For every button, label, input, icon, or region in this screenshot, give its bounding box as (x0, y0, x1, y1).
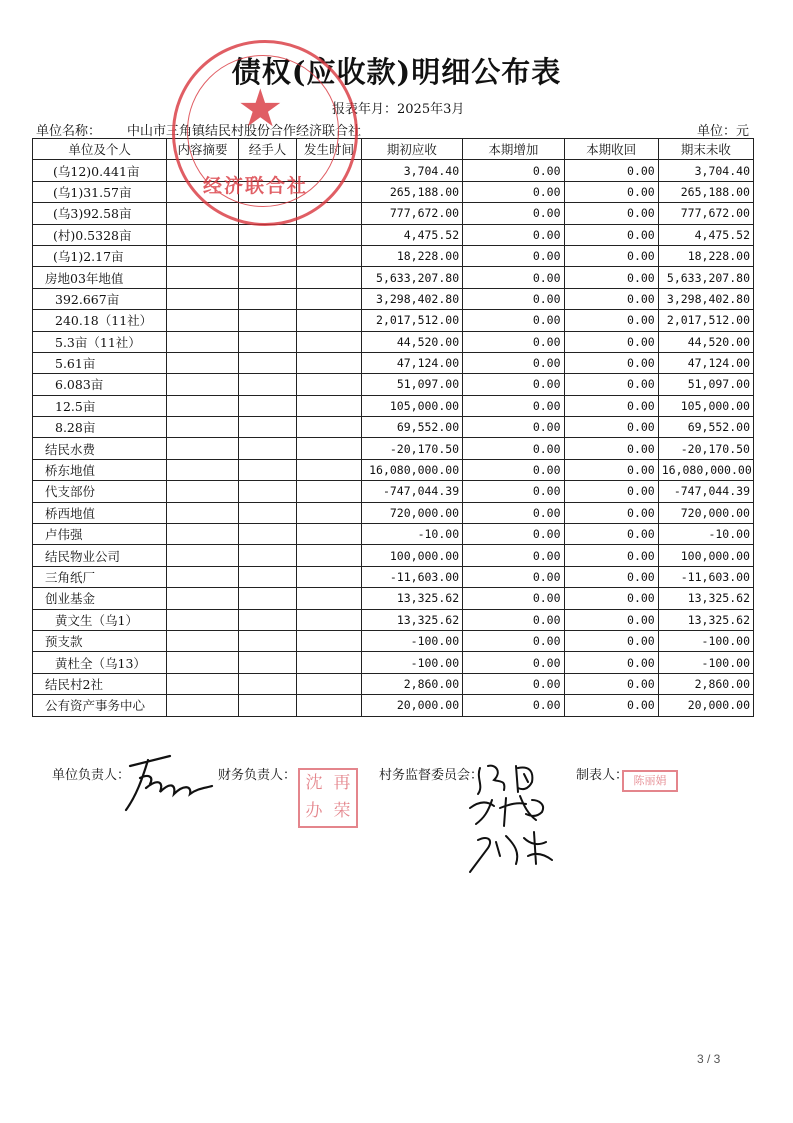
recovered-cell: 0.00 (564, 438, 658, 459)
opening-cell: 2,017,512.00 (361, 310, 462, 331)
name-cell: (乌3)92.58亩 (33, 203, 167, 224)
summary-cell (167, 566, 239, 587)
table-row (33, 374, 754, 395)
closing-cell: 265,188.00 (658, 181, 753, 202)
recovered-cell: 0.00 (564, 502, 658, 523)
closing-cell: 720,000.00 (658, 502, 753, 523)
table-body (33, 160, 754, 716)
closing-cell: -20,170.50 (658, 438, 753, 459)
increase-cell: 0.00 (463, 245, 564, 266)
opening-cell: 265,188.00 (361, 181, 462, 202)
name-cell: (乌1)31.57亩 (33, 181, 167, 202)
increase-cell: 0.00 (463, 395, 564, 416)
name-cell: 5.61亩 (33, 352, 167, 373)
header-cell: 经手人 (238, 139, 296, 160)
seal-char: 沈 (305, 773, 323, 793)
increase-cell: 0.00 (463, 481, 564, 502)
handler-cell (238, 481, 296, 502)
handler-cell (238, 310, 296, 331)
opening-cell: 13,325.62 (361, 609, 462, 630)
recovered-cell: 0.00 (564, 481, 658, 502)
opening-cell: 3,704.40 (361, 160, 462, 181)
closing-cell: -10.00 (658, 524, 753, 545)
recovered-cell: 0.00 (564, 459, 658, 480)
recovered-cell: 0.00 (564, 224, 658, 245)
recovered-cell: 0.00 (564, 352, 658, 373)
official-seal (172, 40, 358, 226)
date-cell (297, 417, 362, 438)
closing-cell: 100,000.00 (658, 545, 753, 566)
increase-cell: 0.00 (463, 374, 564, 395)
page-number: 3 / 3 (697, 1052, 721, 1066)
receivables-table (32, 138, 754, 717)
handler-cell (238, 459, 296, 480)
date-cell (297, 459, 362, 480)
opening-cell: 16,080,000.00 (361, 459, 462, 480)
recovered-cell: 0.00 (564, 181, 658, 202)
table-header-row (33, 139, 754, 160)
closing-cell: 5,633,207.80 (658, 267, 753, 288)
recovered-cell: 0.00 (564, 588, 658, 609)
recovered-cell: 0.00 (564, 695, 658, 716)
increase-cell: 0.00 (463, 438, 564, 459)
table-row (33, 203, 754, 224)
header-cell: 期末未收 (658, 139, 753, 160)
increase-cell: 0.00 (463, 160, 564, 181)
summary-cell (167, 245, 239, 266)
name-cell: 12.5亩 (33, 395, 167, 416)
seal-char: 办 (305, 801, 323, 821)
closing-cell: -100.00 (658, 652, 753, 673)
handler-cell (238, 502, 296, 523)
seal-star-icon: ★ (237, 79, 284, 139)
recovered-cell: 0.00 (564, 630, 658, 651)
handler-cell (238, 438, 296, 459)
opening-cell: 777,672.00 (361, 203, 462, 224)
unit-head-label: 单位负责人： (52, 768, 131, 783)
increase-cell: 0.00 (463, 288, 564, 309)
name-cell: 三角纸厂 (33, 566, 167, 587)
table-row (33, 245, 754, 266)
summary-cell (167, 545, 239, 566)
supervision-signatures (466, 760, 576, 878)
table-row (33, 630, 754, 651)
recovered-cell: 0.00 (564, 524, 658, 545)
summary-cell (167, 652, 239, 673)
closing-cell: 2,860.00 (658, 673, 753, 694)
date-cell (297, 310, 362, 331)
handler-cell (238, 395, 296, 416)
date-cell (297, 524, 362, 545)
date-cell (297, 566, 362, 587)
opening-cell: 44,520.00 (361, 331, 462, 352)
table-row (33, 545, 754, 566)
closing-cell: 69,552.00 (658, 417, 753, 438)
date-cell (297, 609, 362, 630)
unit-head-signature (118, 752, 218, 814)
summary-cell (167, 481, 239, 502)
recovered-cell: 0.00 (564, 203, 658, 224)
table-row (33, 481, 754, 502)
date-cell (297, 481, 362, 502)
table-row (33, 502, 754, 523)
handler-cell (238, 352, 296, 373)
name-cell: 黄杜全（乌13） (33, 652, 167, 673)
closing-cell: 20,000.00 (658, 695, 753, 716)
summary-cell (167, 224, 239, 245)
recovered-cell: 0.00 (564, 395, 658, 416)
header-cell: 单位及个人 (33, 139, 167, 160)
name-cell: 黄文生（乌1） (33, 609, 167, 630)
recovered-cell: 0.00 (564, 310, 658, 331)
summary-cell (167, 352, 239, 373)
handler-cell (238, 267, 296, 288)
table-row (33, 588, 754, 609)
increase-cell: 0.00 (463, 524, 564, 545)
recovered-cell: 0.00 (564, 267, 658, 288)
opening-cell: 47,124.00 (361, 352, 462, 373)
name-cell: 5.3亩（11社） (33, 331, 167, 352)
name-cell: 8.28亩 (33, 417, 167, 438)
unit-name-value: 中山市三角镇结民村股份合作经济联合社 (127, 124, 362, 139)
summary-cell (167, 588, 239, 609)
closing-cell: 51,097.00 (658, 374, 753, 395)
header-cell: 发生时间 (297, 139, 362, 160)
handler-cell (238, 673, 296, 694)
recovered-cell: 0.00 (564, 374, 658, 395)
increase-cell: 0.00 (463, 224, 564, 245)
preparer-seal: 陈丽娟 (622, 770, 678, 792)
date-cell (297, 630, 362, 651)
closing-cell: -11,603.00 (658, 566, 753, 587)
recovered-cell: 0.00 (564, 652, 658, 673)
opening-cell: 4,475.52 (361, 224, 462, 245)
increase-cell: 0.00 (463, 310, 564, 331)
handler-cell (238, 695, 296, 716)
table-row (33, 310, 754, 331)
date-cell (297, 245, 362, 266)
increase-cell: 0.00 (463, 203, 564, 224)
summary-cell (167, 331, 239, 352)
table-row (33, 673, 754, 694)
summary-cell (167, 502, 239, 523)
table-row (33, 609, 754, 630)
finance-head-label: 财务负责人： (218, 768, 297, 783)
table-row (33, 524, 754, 545)
date-cell (297, 374, 362, 395)
supervision-label: 村务监督委员会： (379, 768, 484, 783)
table-row (33, 417, 754, 438)
table-row (33, 352, 754, 373)
finance-head-seal (298, 768, 358, 828)
date-cell (297, 695, 362, 716)
seal-char: 再 (333, 773, 351, 793)
unit-name-label: 单位名称： (36, 124, 102, 139)
recovered-cell: 0.00 (564, 609, 658, 630)
recovered-cell: 0.00 (564, 245, 658, 266)
date-cell (297, 224, 362, 245)
name-cell: 6.083亩 (33, 374, 167, 395)
header-cell: 期初应收 (361, 139, 462, 160)
table-row (33, 267, 754, 288)
handler-cell (238, 588, 296, 609)
date-cell (297, 395, 362, 416)
increase-cell: 0.00 (463, 459, 564, 480)
increase-cell: 0.00 (463, 566, 564, 587)
summary-cell (167, 609, 239, 630)
seal-char: 荣 (333, 801, 351, 821)
increase-cell: 0.00 (463, 652, 564, 673)
name-cell: (村)0.5328亩 (33, 224, 167, 245)
name-cell: 240.18（11社） (33, 310, 167, 331)
increase-cell: 0.00 (463, 181, 564, 202)
opening-cell: -11,603.00 (361, 566, 462, 587)
recovered-cell: 0.00 (564, 545, 658, 566)
closing-cell: 2,017,512.00 (658, 310, 753, 331)
closing-cell: -747,044.39 (658, 481, 753, 502)
name-cell: 卢伟强 (33, 524, 167, 545)
opening-cell: 69,552.00 (361, 417, 462, 438)
table-row (33, 566, 754, 587)
closing-cell: 44,520.00 (658, 331, 753, 352)
name-cell: 结民物业公司 (33, 545, 167, 566)
summary-cell (167, 524, 239, 545)
closing-cell: 18,228.00 (658, 245, 753, 266)
opening-cell: 720,000.00 (361, 502, 462, 523)
table-row (33, 395, 754, 416)
name-cell: 预支款 (33, 630, 167, 651)
name-cell: (乌12)0.441亩 (33, 160, 167, 181)
recovered-cell: 0.00 (564, 160, 658, 181)
summary-cell (167, 459, 239, 480)
date-cell (297, 673, 362, 694)
handler-cell (238, 224, 296, 245)
preparer-label: 制表人： (576, 768, 629, 783)
increase-cell: 0.00 (463, 417, 564, 438)
handler-cell (238, 524, 296, 545)
summary-cell (167, 695, 239, 716)
closing-cell: 105,000.00 (658, 395, 753, 416)
increase-cell: 0.00 (463, 630, 564, 651)
increase-cell: 0.00 (463, 331, 564, 352)
opening-cell: 18,228.00 (361, 245, 462, 266)
closing-cell: 4,475.52 (658, 224, 753, 245)
name-cell: 392.667亩 (33, 288, 167, 309)
summary-cell (167, 288, 239, 309)
recovered-cell: 0.00 (564, 566, 658, 587)
date-cell (297, 267, 362, 288)
date-cell (297, 438, 362, 459)
opening-cell: -100.00 (361, 630, 462, 651)
closing-cell: 3,704.40 (658, 160, 753, 181)
date-cell (297, 352, 362, 373)
report-date: 报表年月：2025年3月 (332, 102, 465, 117)
table-row (33, 288, 754, 309)
name-cell: 桥东地值 (33, 459, 167, 480)
table-row (33, 695, 754, 716)
recovered-cell: 0.00 (564, 417, 658, 438)
opening-cell: -747,044.39 (361, 481, 462, 502)
table-row (33, 438, 754, 459)
recovered-cell: 0.00 (564, 673, 658, 694)
table-row (33, 160, 754, 181)
document-title: 债权(应收款)明细公布表 (231, 55, 562, 89)
table-row (33, 181, 754, 202)
handler-cell (238, 245, 296, 266)
name-cell: 公有资产事务中心 (33, 695, 167, 716)
handler-cell (238, 331, 296, 352)
name-cell: 结民水费 (33, 438, 167, 459)
recovered-cell: 0.00 (564, 288, 658, 309)
opening-cell: 3,298,402.80 (361, 288, 462, 309)
handler-cell (238, 609, 296, 630)
header-cell: 内容摘要 (167, 139, 239, 160)
opening-cell: 100,000.00 (361, 545, 462, 566)
table-row (33, 652, 754, 673)
handler-cell (238, 545, 296, 566)
handler-cell (238, 566, 296, 587)
date-cell (297, 652, 362, 673)
date-cell (297, 588, 362, 609)
closing-cell: 13,325.62 (658, 609, 753, 630)
summary-cell (167, 374, 239, 395)
name-cell: 桥西地值 (33, 502, 167, 523)
handler-cell (238, 374, 296, 395)
handler-cell (238, 630, 296, 651)
name-cell: 代支部份 (33, 481, 167, 502)
date-cell (297, 331, 362, 352)
opening-cell: 5,633,207.80 (361, 267, 462, 288)
name-cell: 房地03年地值 (33, 267, 167, 288)
table-row (33, 224, 754, 245)
opening-cell: 20,000.00 (361, 695, 462, 716)
summary-cell (167, 267, 239, 288)
increase-cell: 0.00 (463, 545, 564, 566)
increase-cell: 0.00 (463, 695, 564, 716)
opening-cell: -20,170.50 (361, 438, 462, 459)
increase-cell: 0.00 (463, 267, 564, 288)
increase-cell: 0.00 (463, 673, 564, 694)
summary-cell (167, 630, 239, 651)
increase-cell: 0.00 (463, 609, 564, 630)
closing-cell: 13,325.62 (658, 588, 753, 609)
handler-cell (238, 417, 296, 438)
recovered-cell: 0.00 (564, 331, 658, 352)
increase-cell: 0.00 (463, 352, 564, 373)
opening-cell: 51,097.00 (361, 374, 462, 395)
date-cell (297, 545, 362, 566)
name-cell: 创业基金 (33, 588, 167, 609)
table-row (33, 331, 754, 352)
summary-cell (167, 395, 239, 416)
table-row (33, 459, 754, 480)
closing-cell: 3,298,402.80 (658, 288, 753, 309)
increase-cell: 0.00 (463, 502, 564, 523)
handler-cell (238, 288, 296, 309)
summary-cell (167, 673, 239, 694)
closing-cell: -100.00 (658, 630, 753, 651)
unit-label: 单位：元 (696, 124, 749, 139)
name-cell: (乌1)2.17亩 (33, 245, 167, 266)
closing-cell: 16,080,000.00 (658, 459, 753, 480)
closing-cell: 47,124.00 (658, 352, 753, 373)
name-cell: 结民村2社 (33, 673, 167, 694)
header-cell: 本期增加 (463, 139, 564, 160)
summary-cell (167, 417, 239, 438)
increase-cell: 0.00 (463, 588, 564, 609)
summary-cell (167, 310, 239, 331)
date-cell (297, 288, 362, 309)
opening-cell: -10.00 (361, 524, 462, 545)
closing-cell: 777,672.00 (658, 203, 753, 224)
opening-cell: 2,860.00 (361, 673, 462, 694)
summary-cell (167, 438, 239, 459)
header-cell: 本期收回 (564, 139, 658, 160)
opening-cell: 13,325.62 (361, 588, 462, 609)
date-cell (297, 502, 362, 523)
seal-text: 经济联合社 (203, 175, 309, 197)
opening-cell: -100.00 (361, 652, 462, 673)
handler-cell (238, 652, 296, 673)
opening-cell: 105,000.00 (361, 395, 462, 416)
